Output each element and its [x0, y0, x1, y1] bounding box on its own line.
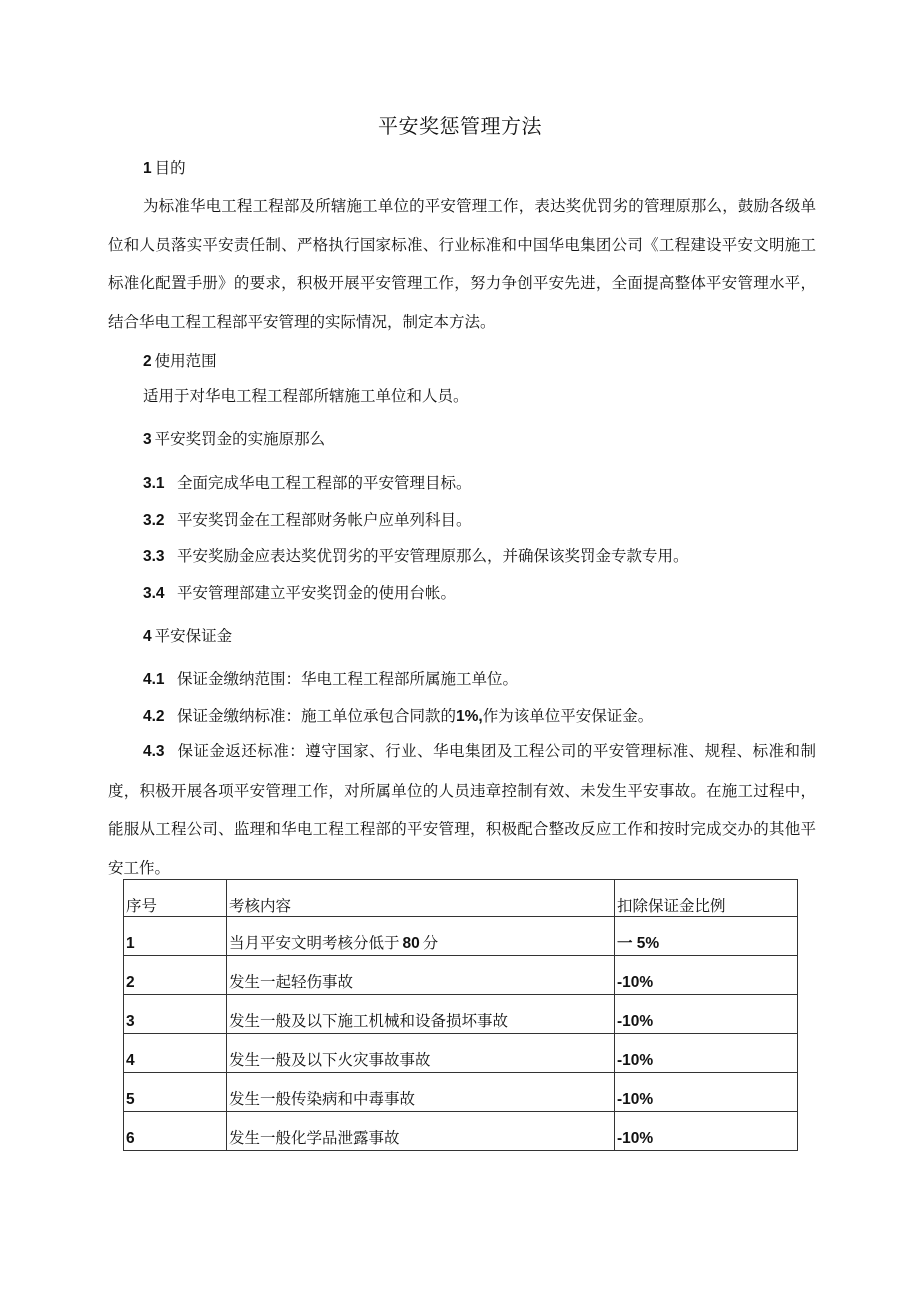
cell-content: 发生一般化学品泄露事故	[227, 1112, 615, 1151]
section-heading-deposit	[143, 625, 232, 648]
item-text-tail: 作为该单位平安保证金。	[482, 707, 654, 725]
cell-content: 发生一起轻伤事故	[227, 956, 615, 995]
cell-content: 发生一般及以下火灾事故事故	[227, 1034, 615, 1073]
section-title: 平安奖罚金的实施原那么	[154, 430, 326, 448]
section-number: 1	[143, 160, 152, 177]
table-row	[124, 917, 798, 956]
cell-serial: 5	[124, 1073, 227, 1112]
list-item-multiline	[108, 732, 816, 887]
list-item	[143, 668, 518, 691]
table-row	[124, 1034, 798, 1073]
section-body-scope: 适用于对华电工程工程部所辖施工单位和人员。	[143, 387, 469, 405]
cell-deduction: 一 5%	[615, 917, 798, 956]
table-row	[124, 995, 798, 1034]
header-content: 考核内容	[227, 880, 615, 917]
item-number: 4.2	[143, 708, 165, 725]
section-number: 3	[143, 431, 152, 448]
item-text: 平安奖励金应表达奖优罚劣的平安管理原那么，并确保该奖罚金专款专用。	[177, 547, 689, 565]
cell-deduction: -10%	[615, 1112, 798, 1151]
section-number: 4	[143, 628, 152, 645]
section-heading-scope	[143, 350, 217, 373]
item-number: 3.3	[143, 548, 165, 565]
cell-deduction: -10%	[615, 995, 798, 1034]
item-text: 平安奖罚金在工程部财务帐户应单列科目。	[177, 511, 472, 529]
page-title: 平安奖惩管理方法	[378, 114, 542, 138]
header-deduction: 扣除保证金比例	[615, 880, 798, 917]
cell-content: 发生一般及以下施工机械和设备损坏事故	[227, 995, 615, 1034]
section-heading-principles	[143, 428, 325, 451]
list-item	[143, 545, 689, 568]
cell-content-text: 当月平安文明考核分低于	[229, 934, 400, 952]
section-body-purpose: 为标准华电工程工程部及所辖施工单位的平安管理工作，表达奖优罚劣的管理原那么，鼓励各级单位和人员落实平安责任制、严格执行国家标准、行业标准和中国华电集团公司《工程建设平安文明施工标准化配置手册》的要求，积极开展平安管理工作，努力争创平安先进，全面提高整体平安管理水平，结合华电工程工程部平安管理的实际情况，制定本方法。	[108, 197, 816, 331]
table-row	[124, 1073, 798, 1112]
cell-serial: 3	[124, 995, 227, 1034]
cell-deduction: -10%	[615, 1034, 798, 1073]
header-serial: 序号	[124, 880, 227, 917]
table-header-row	[124, 880, 798, 917]
item-number: 3.1	[143, 475, 165, 492]
item-text: 平安管理部建立平安奖罚金的使用台帐。	[177, 584, 457, 602]
item-percent: 1%,	[456, 708, 483, 725]
item-number: 3.4	[143, 585, 165, 602]
table-row	[124, 1112, 798, 1151]
cell-serial: 6	[124, 1112, 227, 1151]
cell-score: 80	[402, 935, 420, 952]
cell-deduction: -10%	[615, 1073, 798, 1112]
section-title: 平安保证金	[154, 627, 233, 645]
item-text: 保证金缴纳标准：施工单位承包合同款的	[177, 707, 457, 725]
cell-serial: 2	[124, 956, 227, 995]
item-number: 4.1	[143, 671, 165, 688]
assessment-table	[123, 879, 798, 1151]
item-text: 保证金缴纳范围：华电工程工程部所属施工单位。	[177, 670, 519, 688]
item-number: 4.3	[143, 743, 165, 760]
list-item	[143, 705, 653, 728]
item-number: 3.2	[143, 512, 165, 529]
section-title: 目的	[154, 159, 186, 177]
cell-serial: 4	[124, 1034, 227, 1073]
cell-deduction: -10%	[615, 956, 798, 995]
section-number: 2	[143, 353, 152, 370]
section-heading-purpose	[143, 157, 186, 180]
item-text: 全面完成华电工程工程部的平安管理目标。	[177, 474, 472, 492]
list-item	[143, 472, 472, 495]
table-row	[124, 956, 798, 995]
cell-content-unit: 分	[422, 934, 439, 952]
section-title: 使用范围	[154, 352, 217, 370]
cell-content: 发生一般传染病和中毒事故	[227, 1073, 615, 1112]
cell-content	[227, 917, 615, 956]
cell-serial: 1	[124, 917, 227, 956]
item-text: 保证金返还标准：遵守国家、行业、华电集团及工程公司的平安管理标准、规程、标准和制度，积极开展各项平安管理工作，对所属单位的人员违章控制有效、未发生平安事故。在施工过程中，能服从工程公司、监理和华电工程工程部的平安管理，积极配合整改反应工作和按时完成交办的其他平安工作。	[108, 742, 816, 877]
list-item	[143, 509, 472, 532]
list-item	[143, 582, 456, 605]
